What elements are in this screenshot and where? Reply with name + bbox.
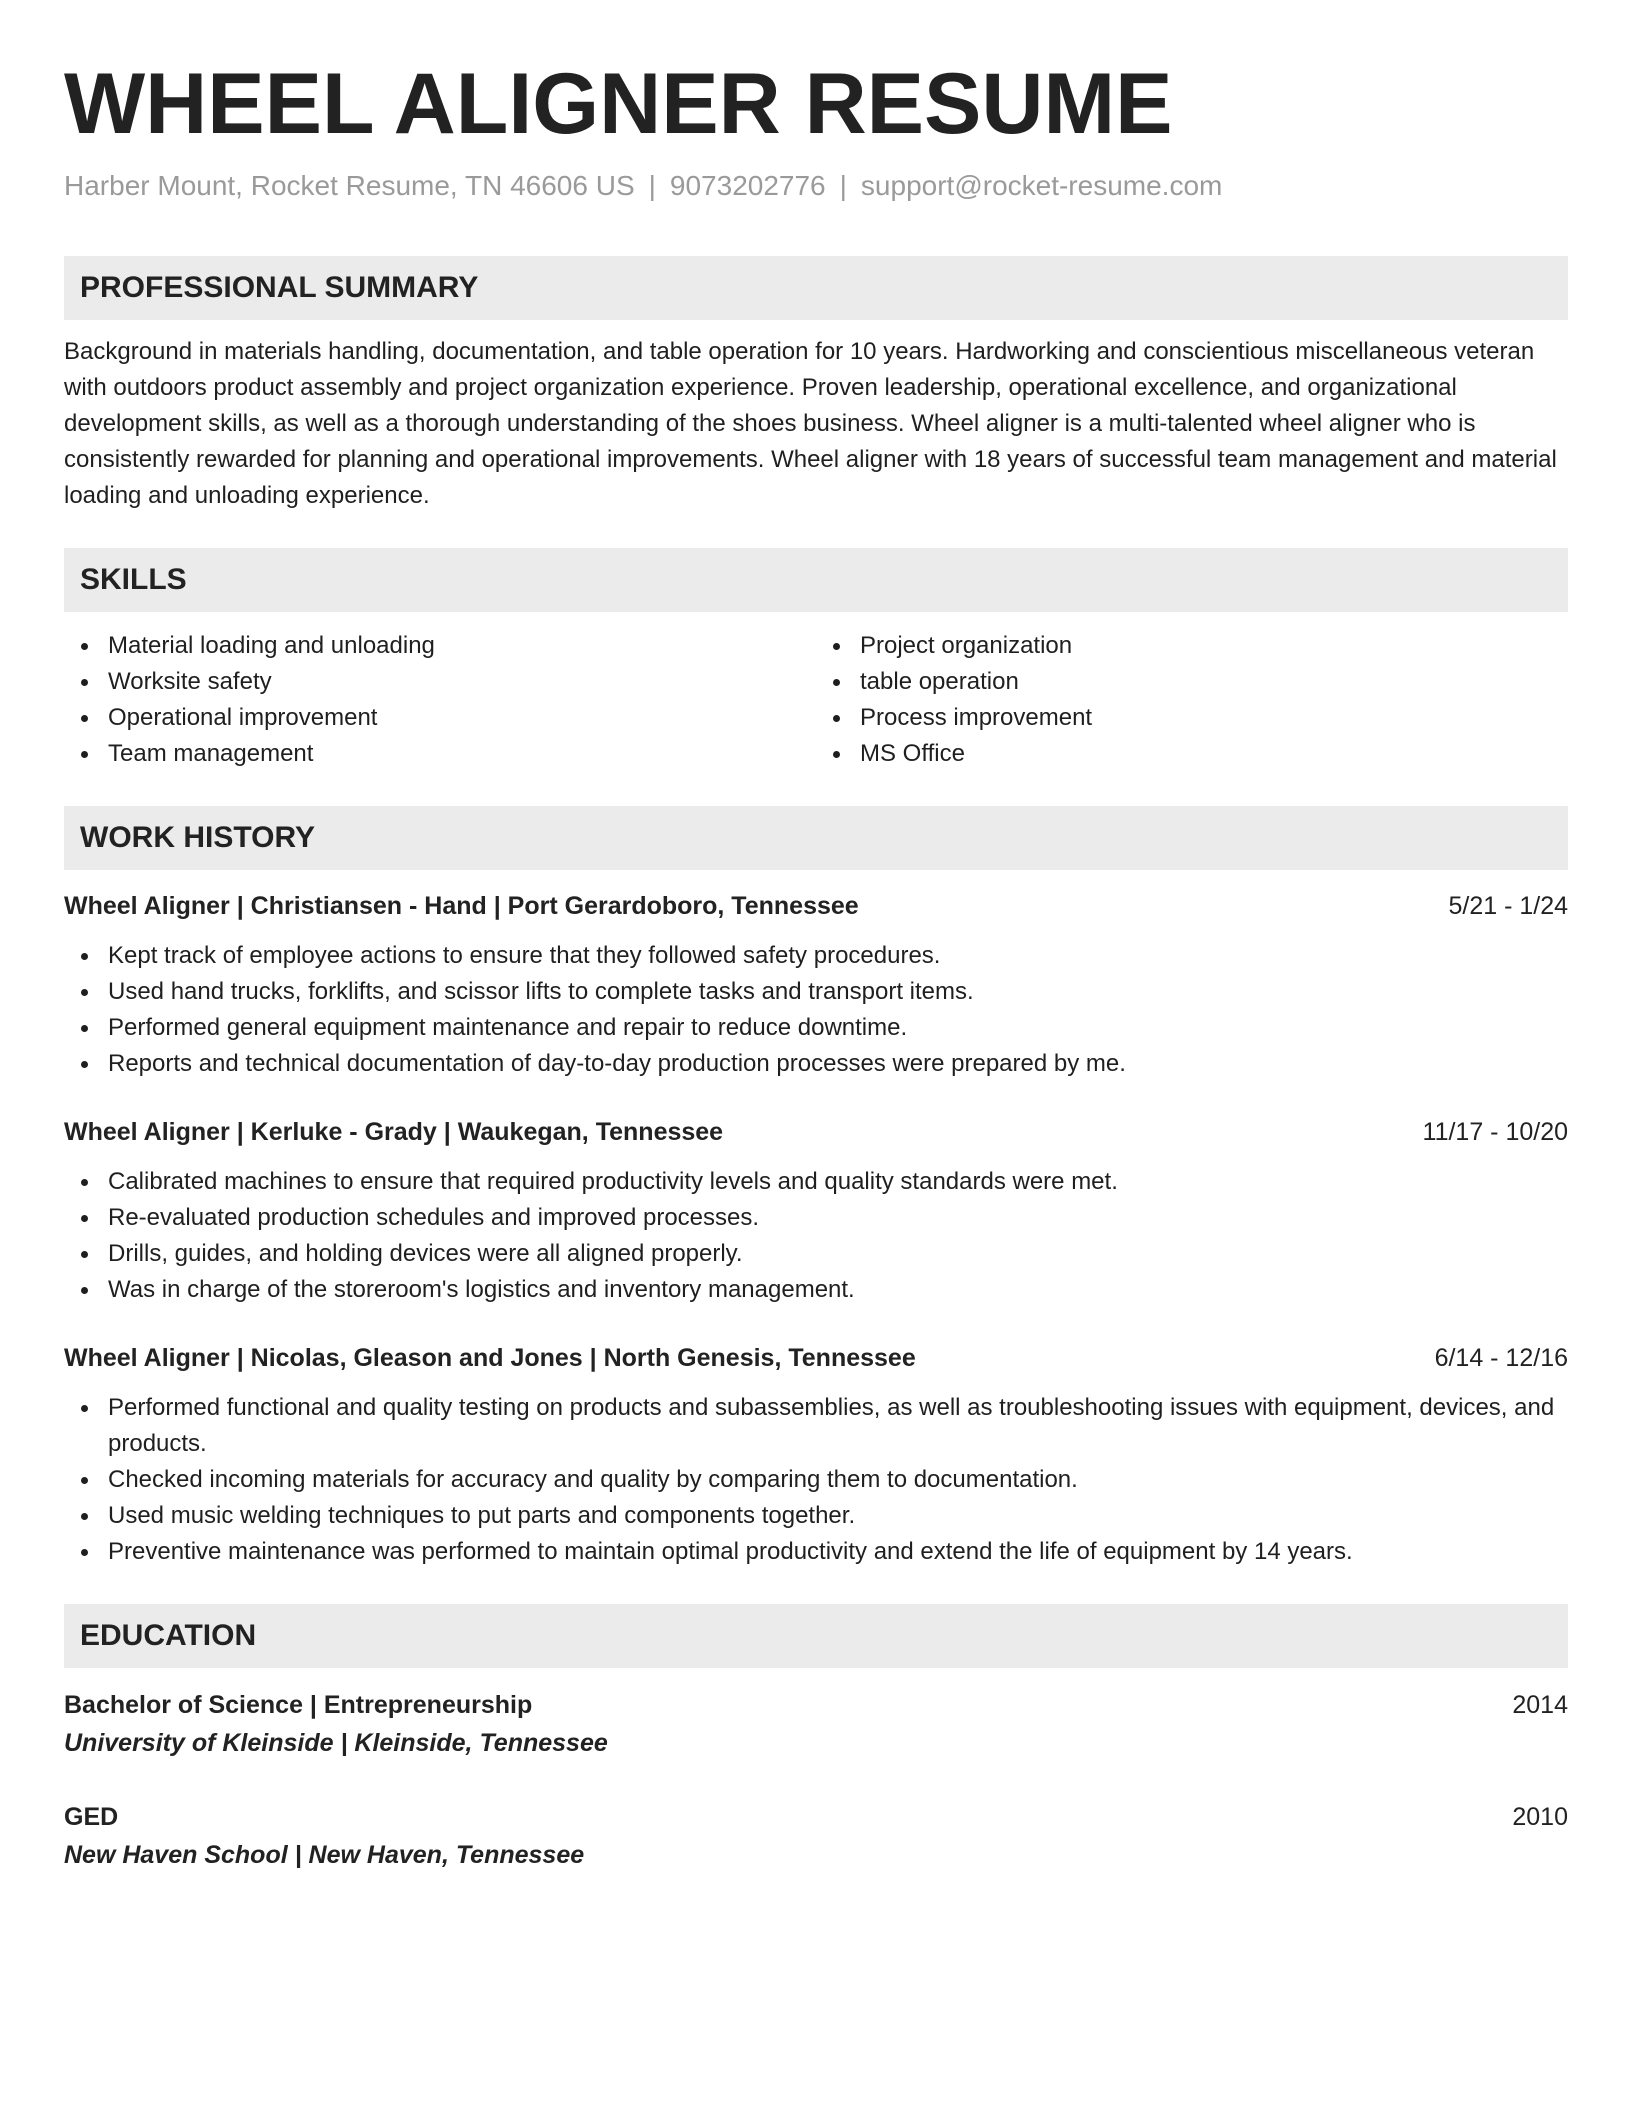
job-title: Wheel Aligner | Nicolas, Gleason and Jones | North Genesis, Tennessee <box>64 1344 916 1372</box>
job-bullet: Was in charge of the storeroom's logistics and inventory management. <box>64 1272 1568 1308</box>
skills-list <box>64 628 1568 772</box>
contact-line <box>64 166 1568 206</box>
skill-item: Project organization <box>816 628 1568 664</box>
skills-heading: SKILLS <box>64 548 1568 612</box>
summary-heading: PROFESSIONAL SUMMARY <box>64 256 1568 320</box>
education-heading: EDUCATION <box>64 1604 1568 1668</box>
job-bullet: Performed functional and quality testing on products and subassemblies, as well as troubleshooting issues with equipment, devices, and products. <box>64 1390 1568 1462</box>
job-bullet: Calibrated machines to ensure that required productivity levels and quality standards were met. <box>64 1164 1568 1200</box>
job-bullet: Kept track of employee actions to ensure that they followed safety procedures. <box>64 938 1568 974</box>
job-dates: 5/21 - 1/24 <box>1448 892 1568 920</box>
job-entry <box>64 1340 1568 1570</box>
work-history-heading: WORK HISTORY <box>64 806 1568 870</box>
job-bullet: Reports and technical documentation of day-to-day production processes were prepared by me. <box>64 1046 1568 1082</box>
job-bullet: Performed general equipment maintenance and repair to reduce downtime. <box>64 1010 1568 1046</box>
contact-phone: 9073202776 <box>669 170 826 201</box>
education-year: 2010 <box>1512 1803 1568 1831</box>
job-bullets <box>64 1390 1568 1570</box>
skill-item: Team management <box>64 736 816 772</box>
job-bullets <box>64 938 1568 1082</box>
summary-text: Background in materials handling, documentation, and table operation for 10 years. Hardworking and conscientious miscellaneous veteran with outdoors product assembly and project organization experience. Proven leadership, operational excellence, and organizational development skills, as well as a thorough understanding of the shoes business. Wheel aligner is a multi-talented wheel aligner who is consistently rewarded for planning and operational improvements. Wheel aligner with 18 years of successful team management and material loading and unloading experience. <box>64 338 1557 509</box>
skill-item: MS Office <box>816 736 1568 772</box>
contact-separator: | <box>839 170 847 201</box>
job-bullet: Preventive maintenance was performed to maintain optimal productivity and extend the life of equipment by 14 years. <box>64 1534 1568 1570</box>
job-entry <box>64 1114 1568 1308</box>
resume-title: WHEEL ALIGNER RESUME <box>64 56 1173 152</box>
education-year: 2014 <box>1512 1691 1568 1719</box>
skill-item: Operational improvement <box>64 700 816 736</box>
job-bullet: Checked incoming materials for accuracy and quality by comparing them to documentation. <box>64 1462 1568 1498</box>
education-degree: Bachelor of Science | Entrepreneurship <box>64 1691 533 1719</box>
job-bullet: Used hand trucks, forklifts, and scissor lifts to complete tasks and transport items. <box>64 974 1568 1010</box>
education-degree: GED <box>64 1803 119 1831</box>
skill-item: table operation <box>816 664 1568 700</box>
education-entry <box>64 1798 1568 1874</box>
education-entry <box>64 1686 1568 1762</box>
job-title: Wheel Aligner | Christiansen - Hand | Port Gerardoboro, Tennessee <box>64 892 859 920</box>
skills-column-right <box>816 628 1568 772</box>
job-dates: 6/14 - 12/16 <box>1434 1344 1568 1372</box>
education-school: University of Kleinside | Kleinside, Tennessee <box>64 1729 608 1757</box>
job-bullet: Drills, guides, and holding devices were all aligned properly. <box>64 1236 1568 1272</box>
skill-item: Worksite safety <box>64 664 816 700</box>
skills-column-left <box>64 628 816 772</box>
job-bullet: Re-evaluated production schedules and improved processes. <box>64 1200 1568 1236</box>
contact-email: support@rocket-resume.com <box>860 170 1223 201</box>
job-title: Wheel Aligner | Kerluke - Grady | Waukegan, Tennessee <box>64 1118 724 1146</box>
skill-item: Material loading and unloading <box>64 628 816 664</box>
job-bullet: Used music welding techniques to put parts and components together. <box>64 1498 1568 1534</box>
skill-item: Process improvement <box>816 700 1568 736</box>
job-dates: 11/17 - 10/20 <box>1422 1118 1568 1146</box>
education-school: New Haven School | New Haven, Tennessee <box>64 1841 585 1869</box>
contact-separator: | <box>648 170 656 201</box>
contact-address: Harber Mount, Rocket Resume, TN 46606 US <box>64 170 635 201</box>
job-entry <box>64 888 1568 1082</box>
job-bullets <box>64 1164 1568 1308</box>
